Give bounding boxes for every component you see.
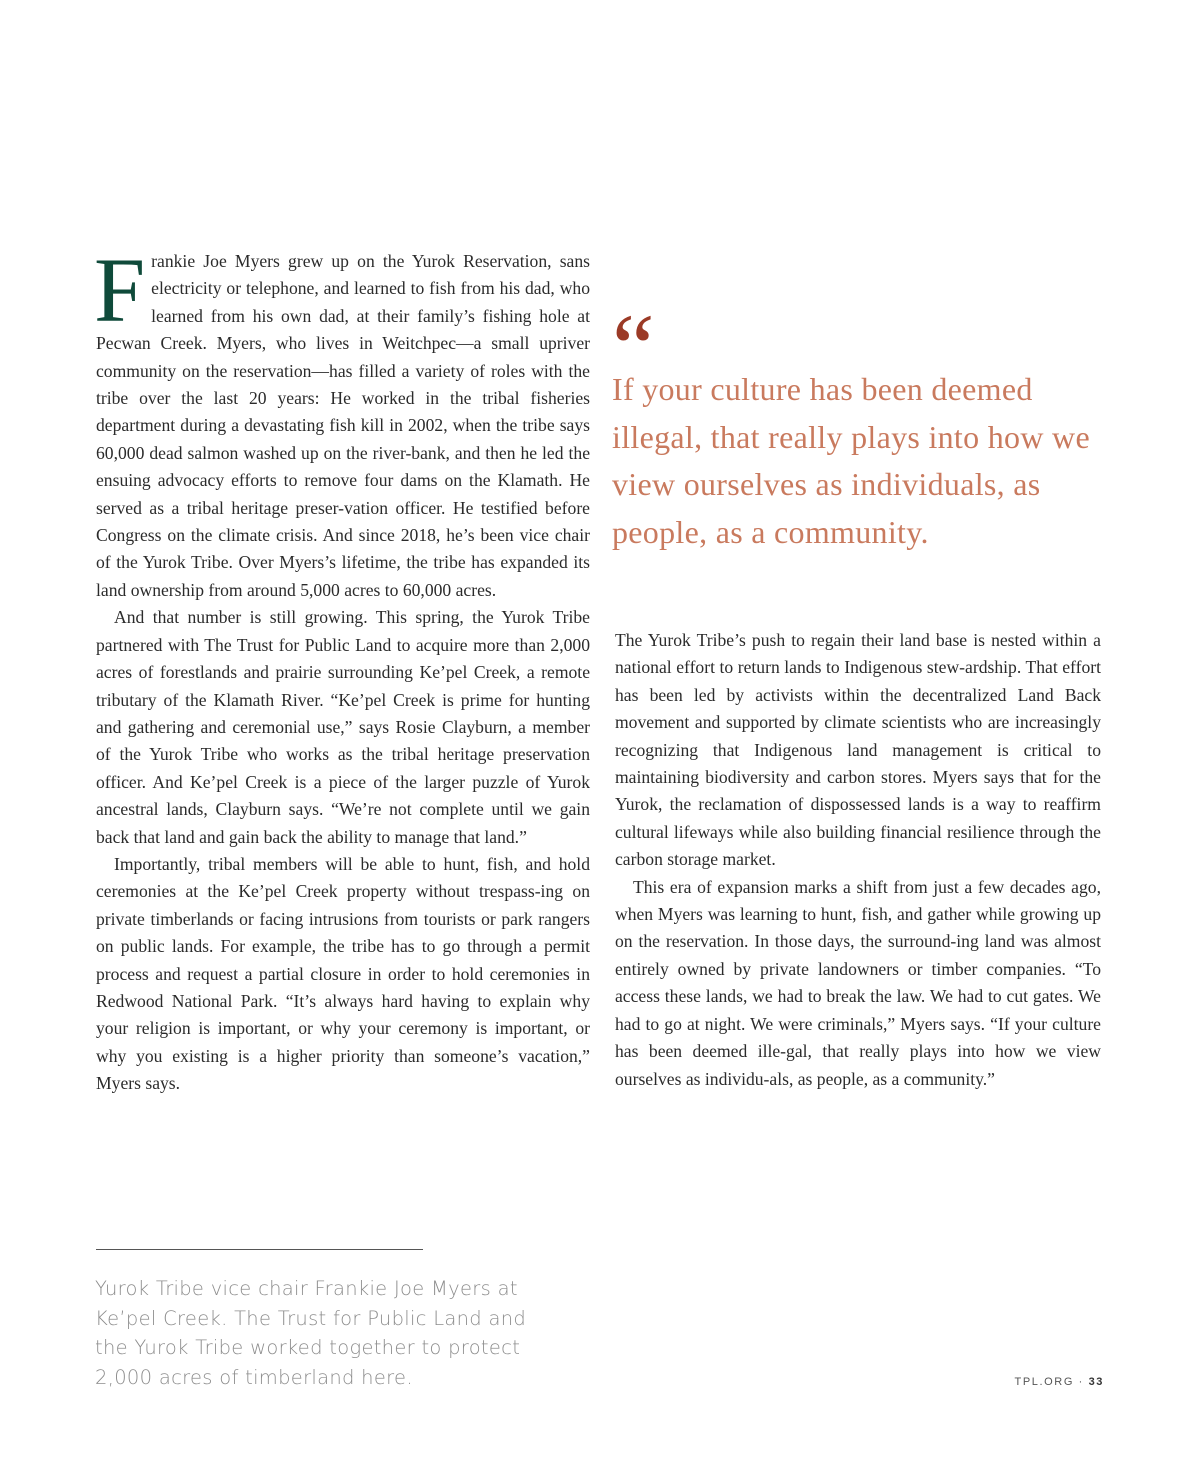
site-url: TPL.ORG · xyxy=(1014,1376,1084,1388)
photo-caption: Yurok Tribe vice chair Frankie Joe Myers at Ke’pel Creek. The Trust for Public Land and the Yurok Tribe worked together to protect 2,000 acres of timberland here. xyxy=(95,1277,527,1389)
article-paragraph xyxy=(94,239,590,604)
article-left-column xyxy=(94,239,590,1098)
article-paragraph: The Yurok Tribe’s push to regain their land base is nested within a national effort to return lands to Indigenous stew-ardship. That effort has been led by activists within the decentralized Land Back movement and supported by climate scientists who are increasingly recognizing that Indigenous land management is critical to maintaining biodiversity and carbon stores. Myers says that for the Yurok, the reclamation of dispossessed lands is a way to reaffirm cultural lifeways while also building financial resilience through the carbon storage market. xyxy=(615,630,1101,870)
paragraph-text: rankie Joe Myers grew up on the Yurok Reservation, sans electricity or telephone, and learned to fish from his dad, who learned from his own dad, at their family’s fishing hole at Pecwan Creek. Myers, who lives in Weitchpec—a small upriver community on the reservation—has filled a variety of roles with the tribe over the last 20 years: He worked in the tribal fisheries department during a devastating fish kill in 2002, when the tribe says 60,000 dead salmon washed up on the river-bank, and then he led the ensuing advocacy efforts to remove four dams on the Klamath. He served as a tribal heritage preser-vation officer. He testified before Congress on the climate crisis. And since 2018, he’s been vice chair of the Yurok Tribe. Over Myers’s lifetime, the tribe has expanded its land ownership from around 5,000 acres to 60,000 acres. xyxy=(96,251,590,600)
article-right-column xyxy=(615,627,1101,1093)
article-paragraph: This era of expansion marks a shift from just a few decades ago, when Myers was learning to hunt, fish, and gather while growing up on the reservation. In those days, the surround-ing land was almost entirely owned by private landowners or timber companies. “To access these lands, we had to break the law. We had to cut gates. We had to go at night. We were criminals,” Myers says. “If your culture has been deemed ille-gal, that really plays into how we view ourselves as individu-als, as people, as a community.” xyxy=(615,876,1101,1089)
caption-divider xyxy=(96,1249,423,1250)
page-footer xyxy=(1015,1376,1105,1388)
drop-cap: F xyxy=(94,239,146,341)
article-paragraph: And that number is still growing. This spring, the Yurok Tribe partnered with The Trust for Public Land to acquire more than 2,000 acres of forestlands and prairie surrounding Ke’pel Creek, a remote tributary of the Klamath River. “Ke’pel Creek is prime for hunting and gathering and ceremonial use,” says Rosie Clayburn, a member of the Yurok Tribe who works as the tribal heritage preservation officer. And Ke’pel Creek is a piece of the larger puzzle of Yurok ancestral lands, Clayburn says. “We’re not complete until we gain back that land and gain back the ability to manage that land.” xyxy=(96,607,590,847)
pull-quote: If your culture has been deemed illegal, that really plays into how we view ourselves as individuals, as people, as a community. xyxy=(612,371,1090,550)
article-paragraph: Importantly, tribal members will be able to hunt, fish, and hold ceremonies at the Ke’pel Creek property without trespass-ing on private timberlands or facing intrusions from tourists or park rangers on public lands. For example, the tribe has to go through a permit process and request a partial closure in order to hold ceremonies in Redwood National Park. “It’s always hard having to explain why your religion is important, or why your ceremony is important, or why you existing is a higher priority than someone’s vacation,” Myers says. xyxy=(96,853,590,1094)
quote-mark-icon: “ xyxy=(612,294,655,401)
page-number: 33 xyxy=(1088,1376,1104,1388)
